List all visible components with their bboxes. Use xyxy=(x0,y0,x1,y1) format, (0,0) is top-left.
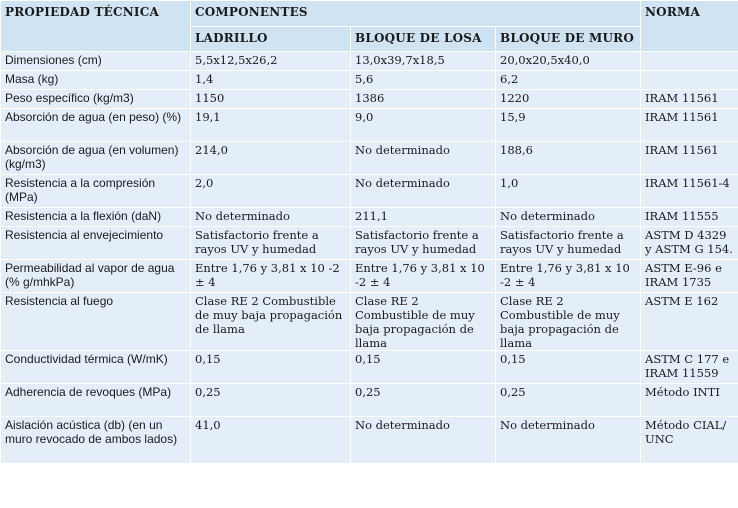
property-cell: Absorción de agua (en volumen) (kg/m3) xyxy=(1,142,191,175)
value-cell: No determinado xyxy=(351,142,496,175)
value-cell: No determinado xyxy=(496,208,641,227)
table-row xyxy=(1,260,738,293)
table-row xyxy=(1,175,738,208)
property-cell: Conductividad térmica (W/mK) xyxy=(1,351,191,384)
value-cell: 0,25 xyxy=(191,384,351,417)
property-cell: Resistencia al envejecimiento xyxy=(1,227,191,260)
value-cell: 188,6 xyxy=(496,142,641,175)
value-cell: 1150 xyxy=(191,90,351,109)
value-cell: No determinado xyxy=(351,175,496,208)
norm-cell: ASTM C 177 e IRAM 11559 xyxy=(641,351,738,384)
norm-cell: IRAM 11561 xyxy=(641,90,738,109)
table-row xyxy=(1,109,738,142)
property-cell: Peso específico (kg/m3) xyxy=(1,90,191,109)
norm-cell: Método CIAL/ UNC xyxy=(641,417,738,464)
value-cell: 1386 xyxy=(351,90,496,109)
value-cell: Entre 1,76 y 3,81 x 10 -2 ± 4 xyxy=(496,260,641,293)
value-cell: 211,1 xyxy=(351,208,496,227)
table-row xyxy=(1,417,738,464)
value-cell: 41,0 xyxy=(191,417,351,464)
value-cell: 214,0 xyxy=(191,142,351,175)
table-row xyxy=(1,90,738,109)
property-cell: Permeabilidad al vapor de agua (% g/mhkPa) xyxy=(1,260,191,293)
value-cell: Clase RE 2 Combustible de muy baja propagación de llama xyxy=(351,293,496,351)
norm-cell: IRAM 11555 xyxy=(641,208,738,227)
table-row xyxy=(1,351,738,384)
norm-cell xyxy=(641,71,738,90)
value-cell: 0,25 xyxy=(351,384,496,417)
table-row xyxy=(1,71,738,90)
property-cell: Dimensiones (cm) xyxy=(1,52,191,71)
subheader-ladrillo: LADRILLO xyxy=(191,27,351,52)
norm-cell: ASTM D 4329 y ASTM G 154. xyxy=(641,227,738,260)
value-cell: 15,9 xyxy=(496,109,641,142)
norm-cell: Método INTI xyxy=(641,384,738,417)
subheader-bloque-losa: BLOQUE DE LOSA xyxy=(351,27,496,52)
value-cell: 1,0 xyxy=(496,175,641,208)
norm-cell: ASTM E-96 e IRAM 1735 xyxy=(641,260,738,293)
value-cell: 0,15 xyxy=(351,351,496,384)
value-cell: No determinado xyxy=(191,208,351,227)
subheader-bloque-muro: BLOQUE DE MURO xyxy=(496,27,641,52)
norm-cell: IRAM 11561 xyxy=(641,109,738,142)
property-cell: Masa (kg) xyxy=(1,71,191,90)
value-cell: 5,6 xyxy=(351,71,496,90)
value-cell: 13,0x39,7x18,5 xyxy=(351,52,496,71)
value-cell: Clase RE 2 Combustible de muy baja propagación de llama xyxy=(191,293,351,351)
table-row xyxy=(1,52,738,71)
norm-cell: IRAM 11561-4 xyxy=(641,175,738,208)
value-cell: 9,0 xyxy=(351,109,496,142)
value-cell: No determinado xyxy=(496,417,641,464)
table-row xyxy=(1,208,738,227)
value-cell: Clase RE 2 Combustible de muy baja propagación de llama xyxy=(496,293,641,351)
value-cell: 0,15 xyxy=(191,351,351,384)
value-cell: 20,0x20,5x40,0 xyxy=(496,52,641,71)
norm-cell: ASTM E 162 xyxy=(641,293,738,351)
table-row xyxy=(1,227,738,260)
property-cell: Resistencia a la compresión (MPa) xyxy=(1,175,191,208)
property-cell: Adherencia de revoques (MPa) xyxy=(1,384,191,417)
header-components: COMPONENTES xyxy=(191,1,641,27)
value-cell: Satisfactorio frente a rayos UV y humedad xyxy=(191,227,351,260)
norm-cell: IRAM 11561 xyxy=(641,142,738,175)
value-cell: 6,2 xyxy=(496,71,641,90)
table-row xyxy=(1,142,738,175)
norm-cell xyxy=(641,52,738,71)
value-cell: 5,5x12,5x26,2 xyxy=(191,52,351,71)
header-norm: NORMA xyxy=(641,1,738,52)
property-cell: Resistencia a la flexión (daN) xyxy=(1,208,191,227)
value-cell: Entre 1,76 y 3,81 x 10 -2 ± 4 xyxy=(191,260,351,293)
value-cell: Satisfactorio frente a rayos UV y humedad xyxy=(496,227,641,260)
property-cell: Resistencia al fuego xyxy=(1,293,191,351)
value-cell: 1,4 xyxy=(191,71,351,90)
header-property: PROPIEDAD TÉCNICA xyxy=(1,1,191,52)
value-cell: No determinado xyxy=(351,417,496,464)
value-cell: Satisfactorio frente a rayos UV y humedad xyxy=(351,227,496,260)
header-row xyxy=(1,1,738,27)
property-cell: Aislación acústica (db) (en un muro revocado de ambos lados) xyxy=(1,417,191,464)
value-cell: 0,25 xyxy=(496,384,641,417)
value-cell: 0,15 xyxy=(496,351,641,384)
value-cell: 1220 xyxy=(496,90,641,109)
value-cell: 19,1 xyxy=(191,109,351,142)
table-row xyxy=(1,384,738,417)
value-cell: 2,0 xyxy=(191,175,351,208)
table-row xyxy=(1,293,738,351)
value-cell: Entre 1,76 y 3,81 x 10 -2 ± 4 xyxy=(351,260,496,293)
property-cell: Absorción de agua (en peso) (%) xyxy=(1,109,191,142)
